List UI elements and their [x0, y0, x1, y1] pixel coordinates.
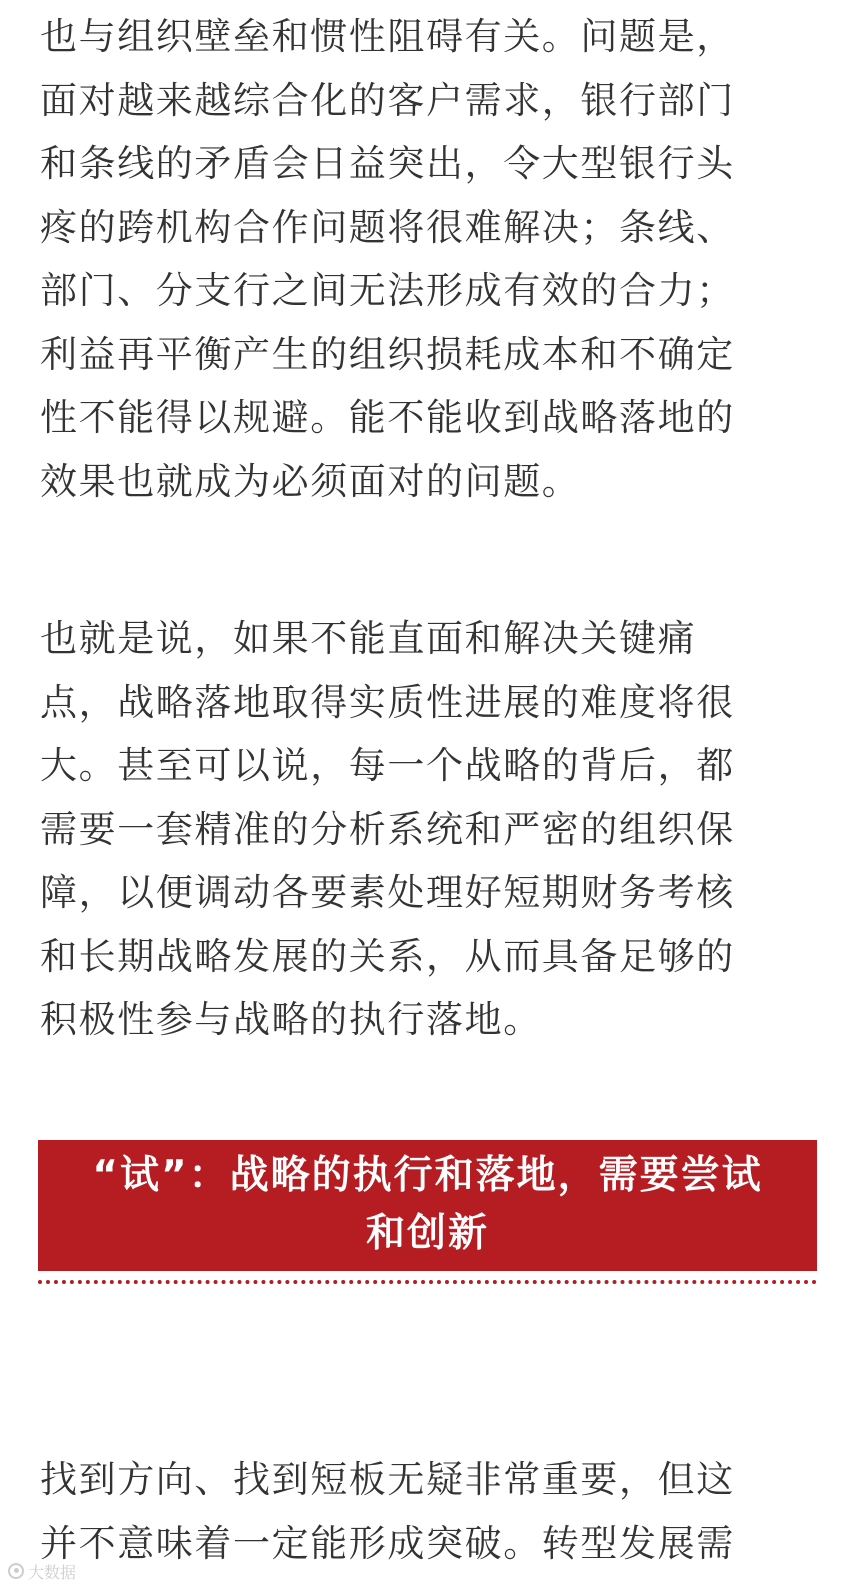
paragraph-line: 需要一套精准的分析系统和严密的组织保 — [40, 807, 735, 851]
paragraph-line: 疼的跨机构合作问题将很难解决；条线、 — [40, 205, 735, 249]
paragraph-line: 性不能得以规避。能不能收到战略落地的 — [40, 396, 735, 439]
paragraph-line: 点，战略落地取得实质性进展的难度将很 — [40, 680, 735, 724]
paragraph-2 — [40, 607, 824, 1052]
paragraph-line: 和长期战略发展的关系，从而具备足够的 — [40, 934, 735, 978]
section-heading-line-1: “试”：战略的执行和落地，需要尝试 — [92, 1153, 763, 1198]
paragraph-3 — [40, 1448, 824, 1575]
paragraph-line: 效果也就成为必须面对的问题。 — [40, 459, 581, 503]
paragraph-line: 并不意味着一定能形成突破。转型发展需 — [40, 1521, 735, 1565]
dotted-divider — [38, 1280, 817, 1284]
paragraph-line: 利益再平衡产生的组织损耗成本和不确定 — [40, 332, 735, 376]
paragraph-line: 部门、分支行之间无法形成有效的合力； — [40, 269, 735, 312]
watermark-text: 大数据 — [28, 1562, 77, 1582]
watermark-logo-icon — [8, 1563, 24, 1579]
paragraph-line: 和条线的矛盾会日益突出，令大型银行头 — [40, 142, 735, 185]
paragraph-line: 找到方向、找到短板无疑非常重要，但这 — [40, 1458, 735, 1501]
watermark — [8, 1560, 76, 1582]
section-heading-banner — [38, 1140, 817, 1271]
paragraph-line: 也与组织壁垒和惯性阻碍有关。问题是， — [40, 15, 735, 58]
paragraph-line: 也就是说，如果不能直面和解决关键痛 — [40, 617, 697, 660]
paragraph-1 — [40, 5, 824, 513]
paragraph-line: 障，以便调动各要素处理好短期财务考核 — [40, 871, 735, 914]
paragraph-line: 大。甚至可以说，每一个战略的背后，都 — [40, 744, 735, 787]
paragraph-line: 面对越来越综合化的客户需求，银行部门 — [40, 78, 735, 122]
paragraph-line: 积极性参与战略的执行落地。 — [40, 998, 542, 1041]
section-heading-line-2: 和创新 — [365, 1211, 489, 1256]
